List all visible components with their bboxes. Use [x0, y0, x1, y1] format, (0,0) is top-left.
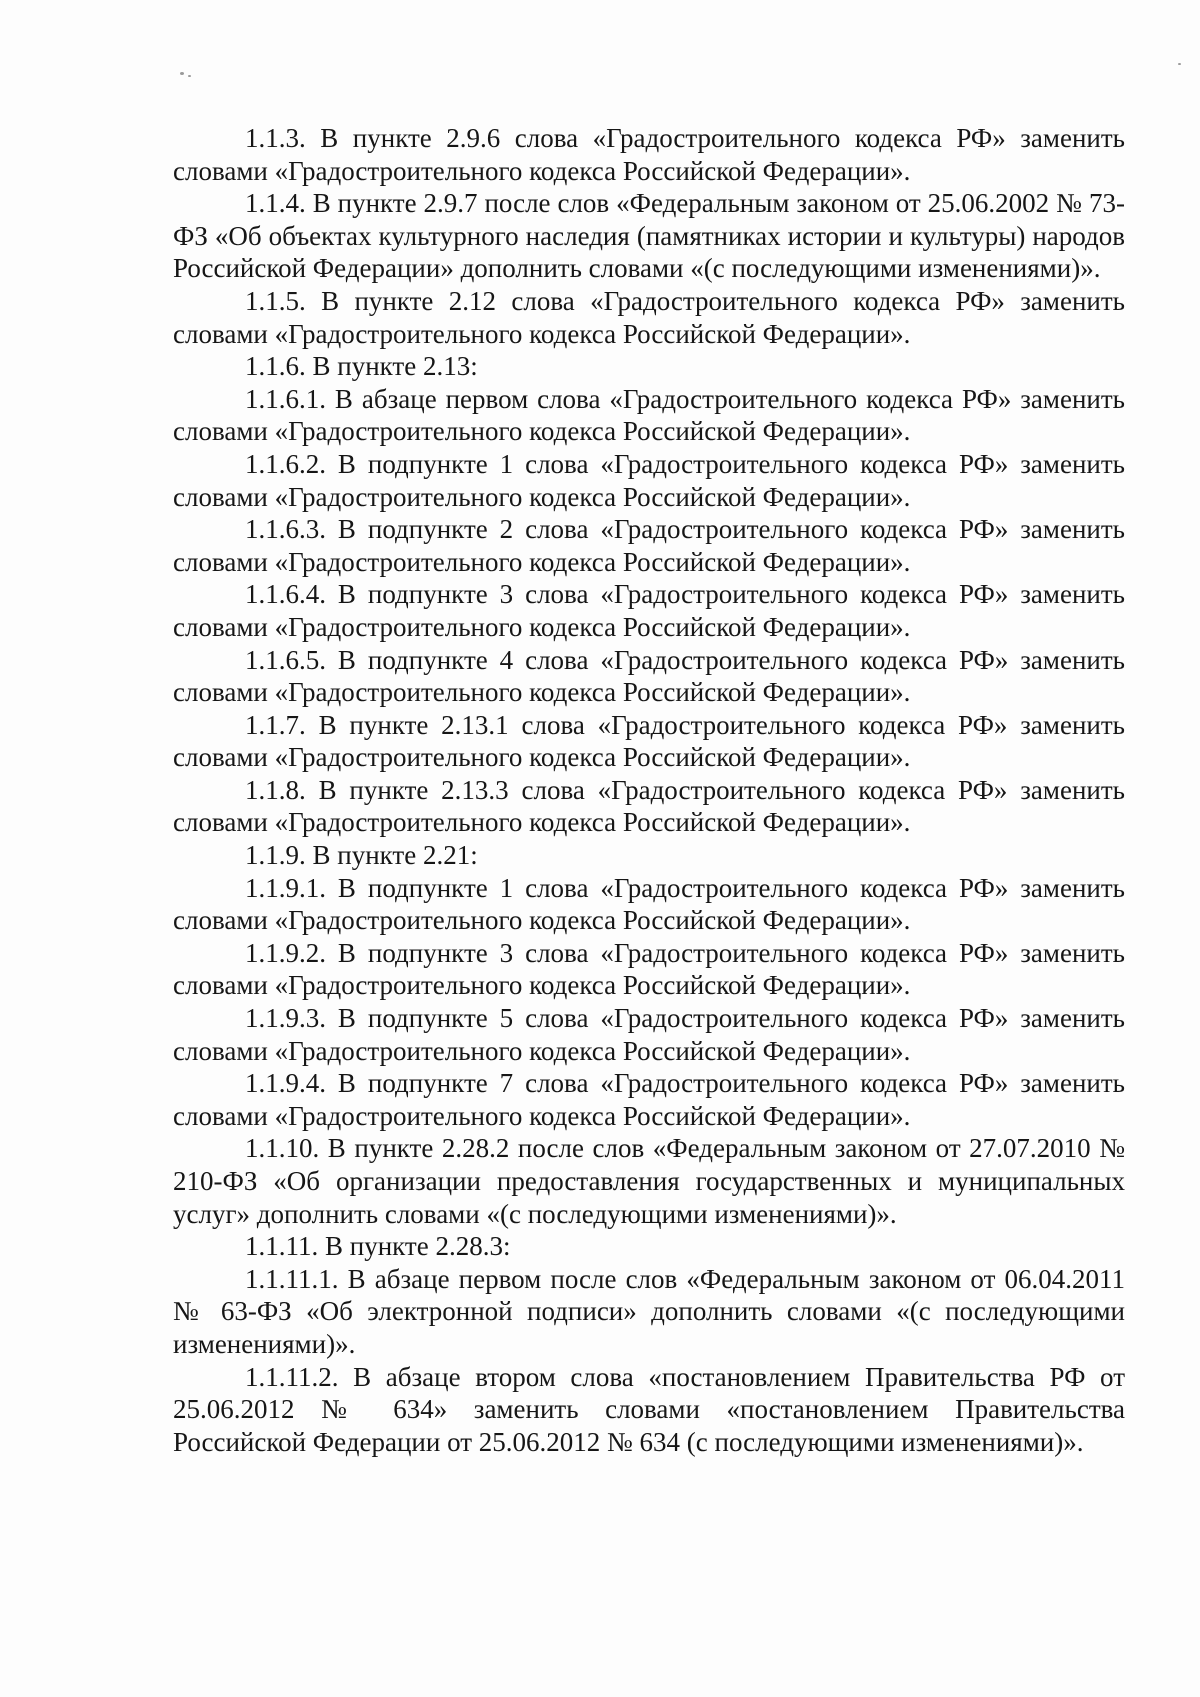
paragraph-1-1-6-3: 1.1.6.3. В подпункте 2 слова «Градостроительного кодекса РФ» заменить словами «Градостроительного кодекса Российской Федерации». [173, 514, 1125, 577]
paragraph-1-1-4: 1.1.4. В пункте 2.9.7 после слов «Федеральным законом от 25.06.2002 № 73-ФЗ «Об объектах культурного наследия (памятниках истории и культуры) народов Российской Федерации» дополнить словами «(с последующими изменениями)». [173, 188, 1125, 284]
document-body [173, 122, 1125, 1458]
paragraph-1-1-7: 1.1.7. В пункте 2.13.1 слова «Градостроительного кодекса РФ» заменить словами «Градостроительного кодекса Российской Федерации». [173, 709, 1125, 773]
paragraph-1-1-6-4: 1.1.6.4. В подпункте 3 слова «Градостроительного кодекса РФ» заменить словами «Градостроительного кодекса Российской Федерации». [173, 579, 1125, 642]
paragraph-1-1-9: 1.1.9. В пункте 2.21: [245, 840, 478, 871]
paragraph-1-1-11-1: 1.1.11.1. В абзаце первом после слов «Федеральным законом от 06.04.2011 № 63-ФЗ «Об электронной подписи» дополнить словами «(с последующими изменениями)». [173, 1263, 1125, 1359]
paragraph-1-1-9-1: 1.1.9.1. В подпункте 1 слова «Градостроительного кодекса РФ» заменить словами «Градостроительного кодекса Российской Федерации». [173, 872, 1125, 936]
paragraph-1-1-6-5: 1.1.6.5. В подпункте 4 слова «Градостроительного кодекса РФ» заменить словами «Градостроительного кодекса Российской Федерации». [173, 644, 1125, 708]
paragraph-1-1-8: 1.1.8. В пункте 2.13.3 слова «Градостроительного кодекса РФ» заменить словами «Градостроительного кодекса Российской Федерации». [173, 774, 1125, 838]
scan-speck [1178, 63, 1181, 65]
scan-speck [188, 75, 191, 77]
paragraph-1-1-11-2: 1.1.11.2. В абзаце втором слова «постановлением Правительства РФ от 25.06.2012 № 634» заменить словами «постановлением Правительства Российской Федерации от 25.06.2012 № 634 (с последующими изменениями)». [173, 1361, 1125, 1457]
paragraph-1-1-9-2: 1.1.9.2. В подпункте 3 слова «Градостроительного кодекса РФ» заменить словами «Градостроительного кодекса Российской Федерации». [173, 937, 1125, 1001]
paragraph-1-1-11: 1.1.11. В пункте 2.28.3: [245, 1231, 511, 1262]
paragraph-1-1-10: 1.1.10. В пункте 2.28.2 после слов «Федеральным законом от 27.07.2010 № 210-ФЗ «Об организации предоставления государственных и муниципальных услуг» дополнить словами «(с последующими изменениями)». [173, 1133, 1125, 1229]
paragraph-1-1-9-4: 1.1.9.4. В подпункте 7 слова «Градостроительного кодекса РФ» заменить словами «Градостроительного кодекса Российской Федерации». [173, 1068, 1125, 1131]
paragraph-1-1-6-1: 1.1.6.1. В абзаце первом слова «Градостроительного кодекса РФ» заменить словами «Градостроительного кодекса Российской Федерации». [173, 383, 1125, 447]
paragraph-1-1-5: 1.1.5. В пункте 2.12 слова «Градостроительного кодекса РФ» заменить словами «Градостроительного кодекса Российской Федерации». [173, 285, 1125, 349]
scan-speck [180, 72, 184, 75]
paragraph-1-1-3: 1.1.3. В пункте 2.9.6 слова «Градостроительного кодекса РФ» заменить словами «Градостроительного кодекса Российской Федерации». [173, 123, 1125, 186]
paragraph-1-1-6: 1.1.6. В пункте 2.13: [245, 351, 478, 382]
paragraph-1-1-6-2: 1.1.6.2. В подпункте 1 слова «Градостроительного кодекса РФ» заменить словами «Градостроительного кодекса Российской Федерации». [173, 448, 1125, 512]
paragraph-1-1-9-3: 1.1.9.3. В подпункте 5 слова «Градостроительного кодекса РФ» заменить словами «Градостроительного кодекса Российской Федерации». [173, 1003, 1125, 1066]
